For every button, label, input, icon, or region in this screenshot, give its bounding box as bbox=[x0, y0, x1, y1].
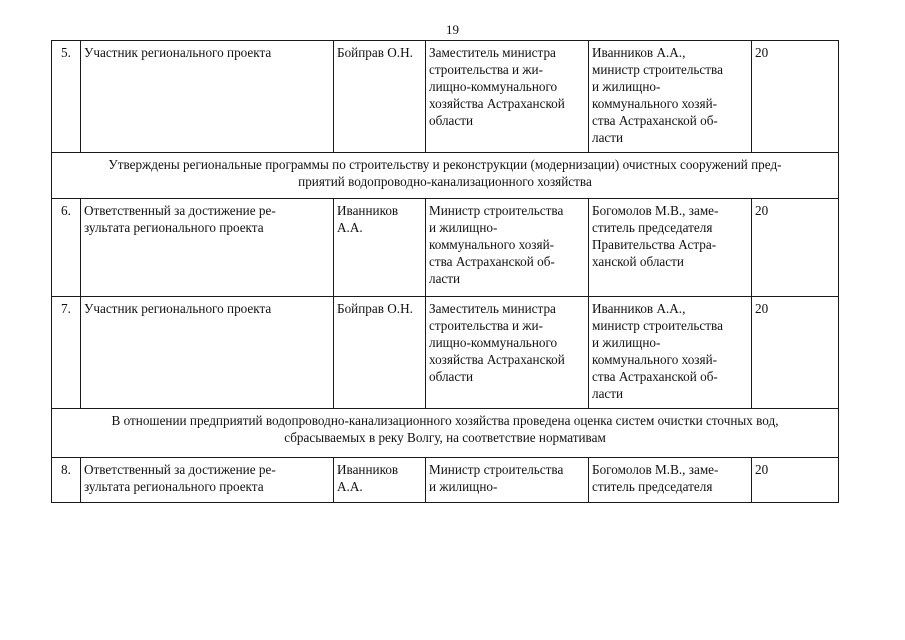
section-heading: Утверждены региональные программы по строительству и реконструкции (модернизации) очистных сооружений пред- приятий водопроводно-канализационного хозяйства bbox=[52, 153, 839, 199]
page-number: 19 bbox=[446, 22, 459, 37]
role-cell: Ответственный за достижение ре- зультата регионального проекта bbox=[81, 458, 334, 503]
row-number-cell: 6. bbox=[52, 199, 81, 297]
row-number-cell: 8. bbox=[52, 458, 81, 503]
supervisor-cell: Богомолов М.В., заме- ститель председателя bbox=[589, 458, 752, 503]
name-cell: Иванников А.А. bbox=[334, 199, 426, 297]
name-cell: Иванников А.А. bbox=[334, 458, 426, 503]
table-row bbox=[52, 41, 839, 153]
table-row bbox=[52, 458, 839, 503]
share-cell: 20 bbox=[752, 458, 839, 503]
section-row bbox=[52, 409, 839, 458]
supervisor-cell: Иванников А.А., министр строительства и жилищно- коммунального хозяй- ства Астраханской об- ласти bbox=[589, 297, 752, 409]
position-cell: Министр строительства и жилищно- bbox=[426, 458, 589, 503]
responsibility-table bbox=[51, 40, 839, 503]
position-cell: Заместитель министра строительства и жи- лищно-коммунального хозяйства Астраханской области bbox=[426, 297, 589, 409]
role-cell: Участник регионального проекта bbox=[81, 297, 334, 409]
table-row bbox=[52, 199, 839, 297]
role-cell: Ответственный за достижение ре- зультата регионального проекта bbox=[81, 199, 334, 297]
name-cell: Бойправ О.Н. bbox=[334, 41, 426, 153]
share-cell: 20 bbox=[752, 199, 839, 297]
row-number-cell: 5. bbox=[52, 41, 81, 153]
name-cell: Бойправ О.Н. bbox=[334, 297, 426, 409]
role-cell: Участник регионального проекта bbox=[81, 41, 334, 153]
share-cell: 20 bbox=[752, 297, 839, 409]
section-heading: В отношении предприятий водопроводно-канализационного хозяйства проведена оценка систем очистки сточных вод, сбрасываемых в реку Волгу, на соответствие нормативам bbox=[52, 409, 839, 458]
position-cell: Заместитель министра строительства и жи- лищно-коммунального хозяйства Астраханской области bbox=[426, 41, 589, 153]
row-number-cell: 7. bbox=[52, 297, 81, 409]
supervisor-cell: Иванников А.А., министр строительства и жилищно- коммунального хозяй- ства Астраханской об- ласти bbox=[589, 41, 752, 153]
share-cell: 20 bbox=[752, 41, 839, 153]
supervisor-cell: Богомолов М.В., заме- ститель председателя Правительства Астра- ханской области bbox=[589, 199, 752, 297]
position-cell: Министр строительства и жилищно- коммунального хозяй- ства Астраханской об- ласти bbox=[426, 199, 589, 297]
table-row bbox=[52, 297, 839, 409]
section-row bbox=[52, 153, 839, 199]
